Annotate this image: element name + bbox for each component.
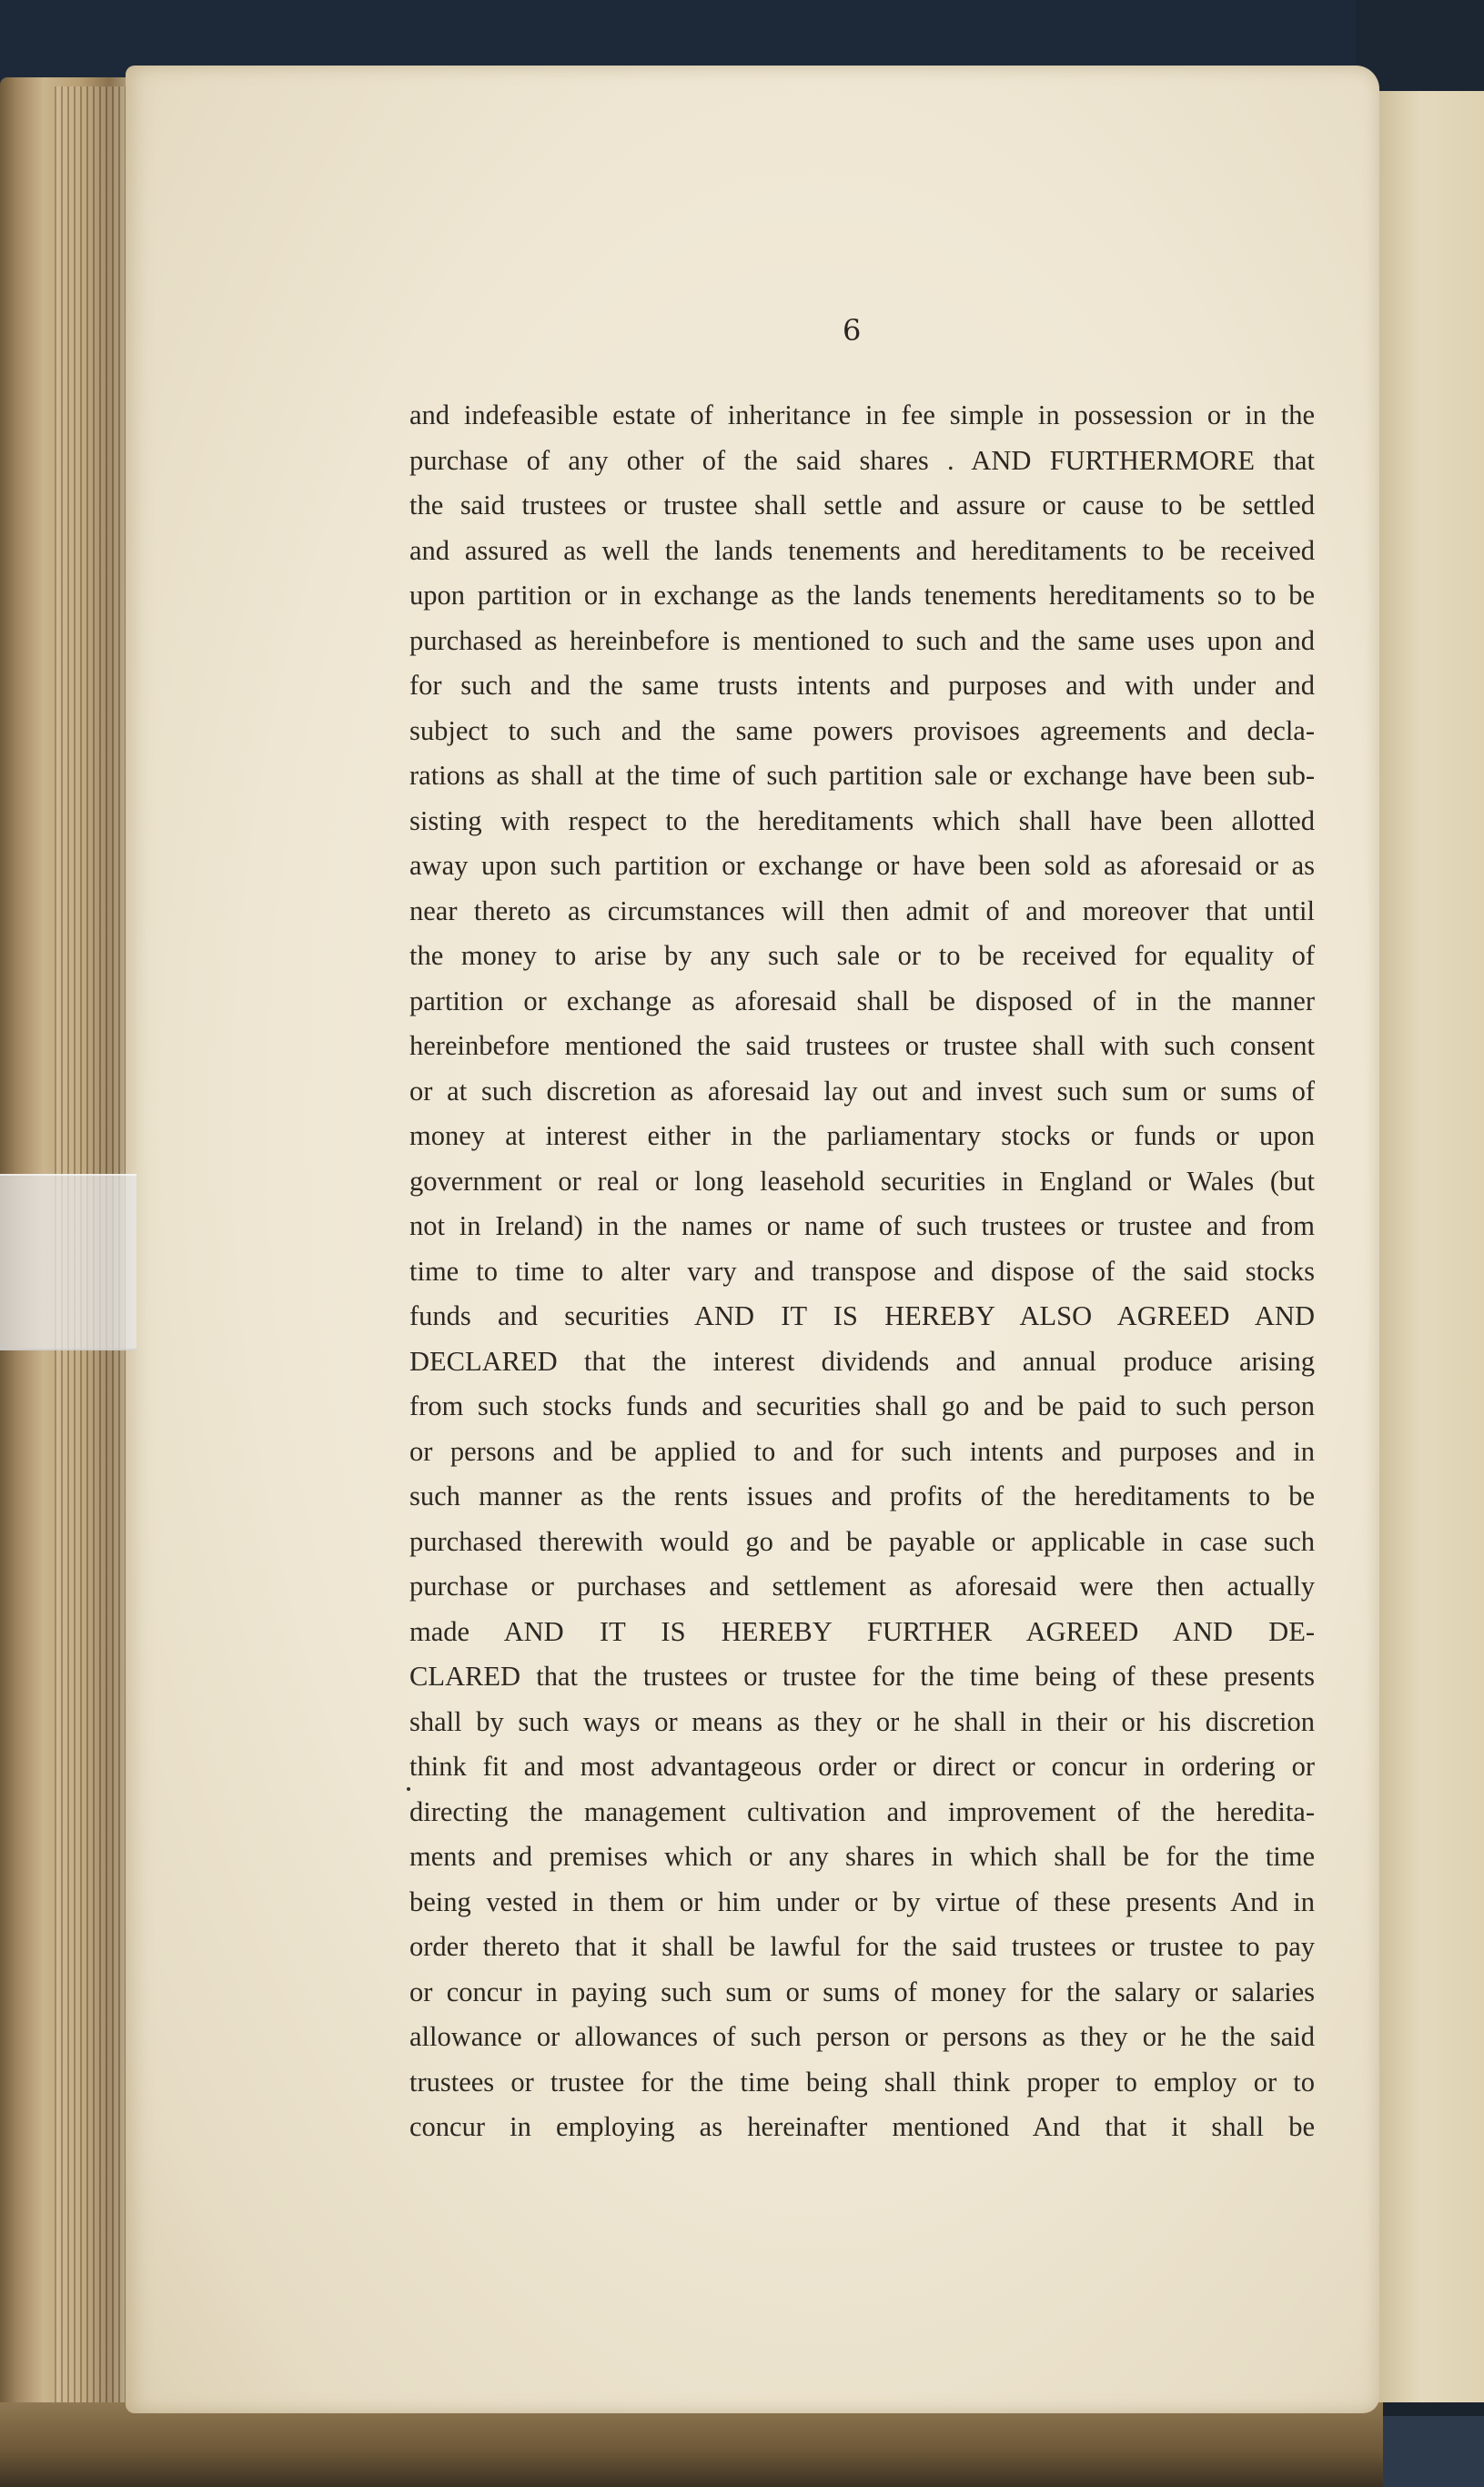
text-line: and indefeasible estate of inheritance in fee simple in possession or in the [409,399,1315,430]
book-cover-corner [1372,2416,1484,2487]
body-text [409,393,1315,2150]
text-line: funds and securities AND IT IS HEREBY ALSO AGREED AND [409,1300,1315,1331]
text-line: ments and premises which or any shares in which shall be for the time [409,1841,1315,1872]
text-line: partition or exchange as aforesaid shall be disposed of in the manner [409,985,1315,1016]
text-line: directing the management cultivation and improvement of the heredita- [409,1795,1315,1827]
text-line: trustees or trustee for the time being shall think proper to employ or to [409,2066,1315,2098]
text-line: from such stocks funds and securities shall go and be paid to such person [409,1390,1315,1421]
text-line: the said trustees or trustee shall settle and assure or cause to be settled [409,490,1315,521]
page-number: 6 [843,313,862,348]
repair-tape [0,1174,136,1350]
text-line: being vested in them or him under or by virtue of these presents And in [409,1885,1315,1917]
text-line: hereinbefore mentioned the said trustees or trustee shall with such consent [409,1030,1315,1061]
text-line: or persons and be applied to and for such intents and purposes and in [409,1435,1315,1467]
text-line: DECLARED that the interest dividends and annual produce arising [409,1345,1315,1377]
text-line: made AND IT IS HEREBY FURTHER AGREED AND DE- [409,1615,1315,1647]
text-line: think fit and most advantageous order or direct or concur in ordering or [409,1751,1315,1782]
text-line: near thereto as circumstances will then admit of and moreover that until [409,895,1315,926]
text-line: money at interest either in the parliamentary stocks or funds or upon [409,1120,1315,1151]
text-line: or concur in paying such sum or sums of money for the salary or salaries [409,1976,1315,2007]
text-line: CLARED that the trustees or trustee for the time being of these presents [409,1661,1315,1692]
text-line: not in Ireland) in the names or name of such trustees or trustee and from [409,1210,1315,1241]
text-line: purchase or purchases and settlement as aforesaid were then actually [409,1571,1315,1602]
text-line: or at such discretion as aforesaid lay out and invest such sum or sums of [409,1075,1315,1107]
text-line: purchased therewith would go and be payable or applicable in case such [409,1525,1315,1557]
text-line: the money to arise by any such sale or to be received for equality of [409,940,1315,971]
text-line: subject to such and the same powers provisoes agreements and decla- [409,714,1315,746]
text-line: shall by such ways or means as they or he shall in their or his discretion [409,1705,1315,1737]
text-line: sisting with respect to the hereditaments which shall have been allotted [409,804,1315,836]
text-line: purchased as hereinbefore is mentioned to such and the same uses upon and [409,624,1315,656]
text-line: upon partition or in exchange as the lands tenements hereditaments so to be [409,580,1315,611]
text-line: for such and the same trusts intents and purposes and with under and [409,670,1315,701]
text-line: purchase of any other of the said shares . AND FURTHERMORE that [409,444,1315,476]
text-line: rations as shall at the time of such partition sale or exchange have been sub- [409,760,1315,791]
text-line: order thereto that it shall be lawful for the said trustees or trustee to pay [409,1931,1315,1962]
text-line: government or real or long leasehold securities in England or Wales (but [409,1165,1315,1197]
text-line: time to time to alter vary and transpose and dispose of the said stocks [409,1255,1315,1287]
ink-speck [407,1787,410,1791]
text-line: allowance or allowances of such person or persons as they or he the said [409,2021,1315,2052]
facing-page-edge [1378,91,1484,2402]
text-line: and assured as well the lands tenements and hereditaments to be received [409,534,1315,566]
book-bottom-edge [0,2402,1383,2487]
text-line: concur in employing as hereinafter mentioned And that it shall be [409,2111,1315,2142]
text-line: such manner as the rents issues and profits of the hereditaments to be [409,1481,1315,1511]
text-line: away upon such partition or exchange or have been sold as aforesaid or as [409,850,1315,881]
